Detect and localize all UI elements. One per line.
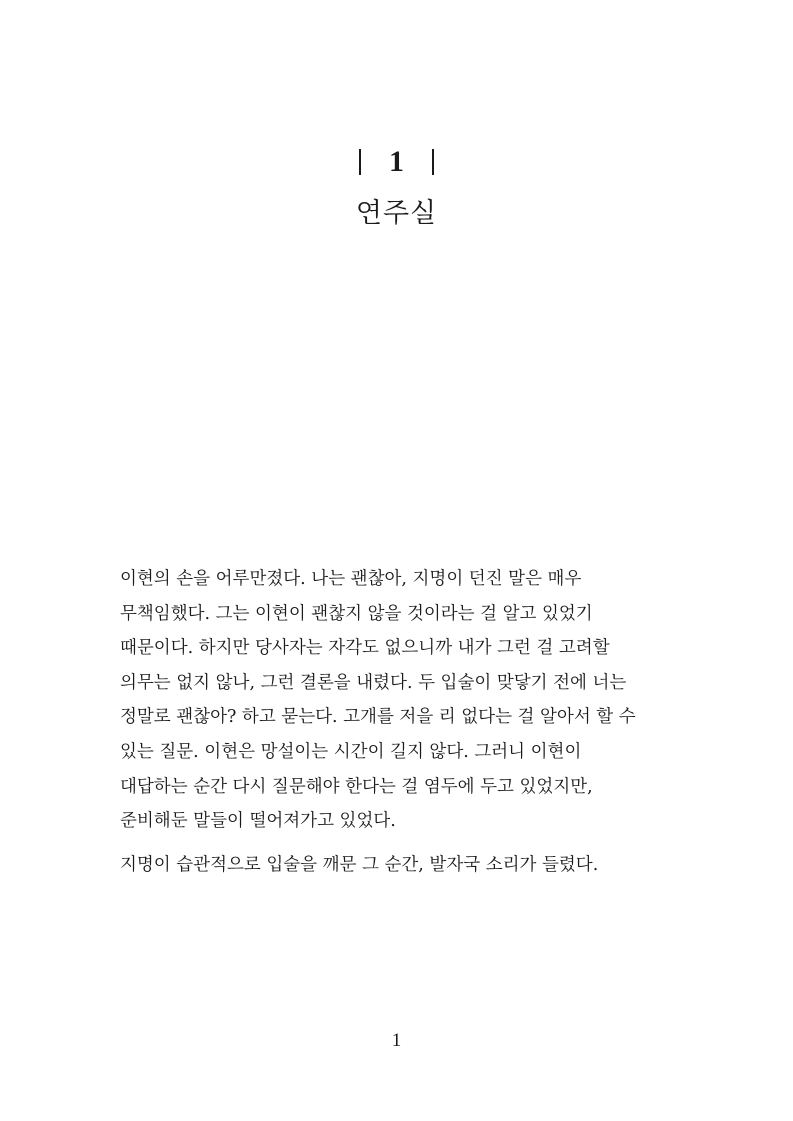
left-divider-bar: [359, 149, 361, 175]
chapter-heading: [0, 140, 793, 184]
body-text: [120, 562, 680, 882]
right-divider-bar: [432, 149, 434, 175]
text-line: 의무는 없지 않나, 그런 결론을 내렸다. 두 입술이 맞닿기 전에 너는: [120, 672, 627, 693]
text-line: 준비해둔 말들이 떨어져가고 있었다.: [120, 811, 396, 832]
chapter-title: 연주실: [355, 198, 438, 229]
page-number: 1: [391, 1030, 402, 1051]
paragraph-1: [120, 562, 680, 839]
text-line: 이현의 손을 어루만졌다. 나는 괜찮아, 지명이 던진 말은 매우: [120, 569, 582, 589]
chapter-number: 1: [389, 145, 404, 178]
text-line: 무책임했다. 그는 이현이 괜찮지 않을 것이라는 걸 알고 있었기: [120, 603, 593, 624]
text-line: 지명이 습관적으로 입술을 깨문 그 순간, 발자국 소리가 들렸다.: [120, 854, 599, 875]
text-line: 있는 질문. 이현은 망설이는 시간이 길지 않다. 그러니 이현이: [120, 741, 582, 762]
paragraph-2: [120, 848, 680, 883]
text-line: 대답하는 순간 다시 질문해야 한다는 걸 염두에 두고 있었지만,: [120, 776, 593, 797]
text-line: 때문이다. 하지만 당사자는 자각도 없으니까 내가 그런 걸 고려할: [120, 638, 610, 659]
text-line: 정말로 괜찮아? 하고 묻는다. 고개를 저을 리 없다는 걸 알아서 할 수: [120, 707, 636, 728]
